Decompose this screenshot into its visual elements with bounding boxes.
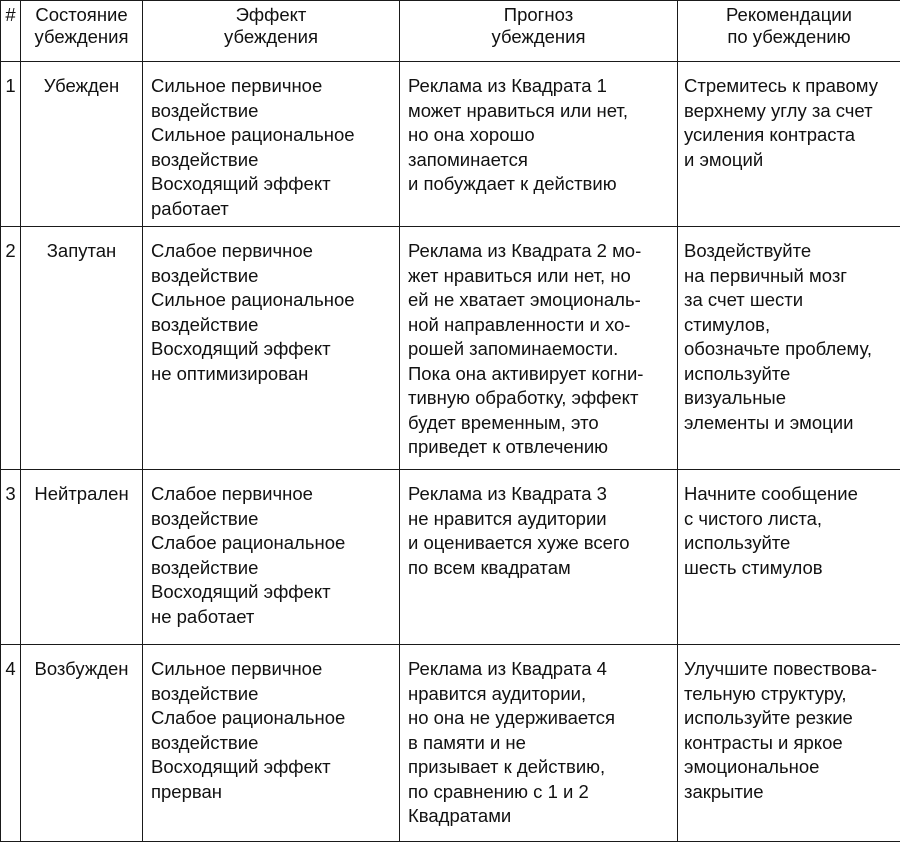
table-row [1, 62, 900, 227]
row-number: 3 [1, 470, 21, 645]
row-forecast: Реклама из Квадрата 3 не нравится аудитории и оценивается хуже всего по всем квадратам [400, 470, 678, 645]
row-number: 2 [1, 227, 21, 470]
header-state: Состояние убеждения [21, 1, 143, 62]
row-recommendation: Начните сообщение с чистого листа, используйте шесть стимулов [678, 470, 900, 645]
row-state: Убежден [21, 62, 143, 227]
header-row [1, 1, 900, 62]
row-recommendation: Воздействуйте на первичный мозг за счет шести стимулов, обозначьте проблему, используйте визуальные элементы и эмоции [678, 227, 900, 470]
row-effect: Слабое первичное воздействие Слабое рациональное воздействие Восходящий эффект не работает [143, 470, 400, 645]
row-recommendation: Стремитесь к правому верхнему углу за счет усиления контраста и эмоций [678, 62, 900, 227]
row-recommendation: Улучшите повествова- тельную структуру, используйте резкие контрасты и яркое эмоциональное закрытие [678, 645, 900, 842]
table-row [1, 227, 900, 470]
row-number: 1 [1, 62, 21, 227]
header-effect: Эффект убеждения [143, 1, 400, 62]
row-effect: Сильное первичное воздействие Слабое рациональное воздействие Восходящий эффект прерван [143, 645, 400, 842]
row-forecast: Реклама из Квадрата 1 может нравиться или нет, но она хорошо запоминается и побуждает к действию [400, 62, 678, 227]
row-number: 4 [1, 645, 21, 842]
row-state: Запутан [21, 227, 143, 470]
header-forecast: Прогноз убеждения [400, 1, 678, 62]
row-effect: Сильное первичное воздействие Сильное рациональное воздействие Восходящий эффект работает [143, 62, 400, 227]
header-num: # [1, 1, 21, 62]
table-row [1, 645, 900, 842]
row-forecast: Реклама из Квадрата 2 мо- жет нравиться или нет, но ей не хватает эмоциональ- ной направленности и хо- рошей запоминаемости. Пока она активирует когни- тивную обработку, эффект будет временным, это приведет к отвлечению [400, 227, 678, 470]
header-recommendations: Рекомендации по убеждению [678, 1, 900, 62]
table-row [1, 470, 900, 645]
row-state: Возбужден [21, 645, 143, 842]
row-forecast: Реклама из Квадрата 4 нравится аудитории, но она не удерживается в памяти и не призывает к действию, по сравнению с 1 и 2 Квадратами [400, 645, 678, 842]
row-effect: Слабое первичное воздействие Сильное рациональное воздействие Восходящий эффект не оптимизирован [143, 227, 400, 470]
row-state: Нейтрален [21, 470, 143, 645]
